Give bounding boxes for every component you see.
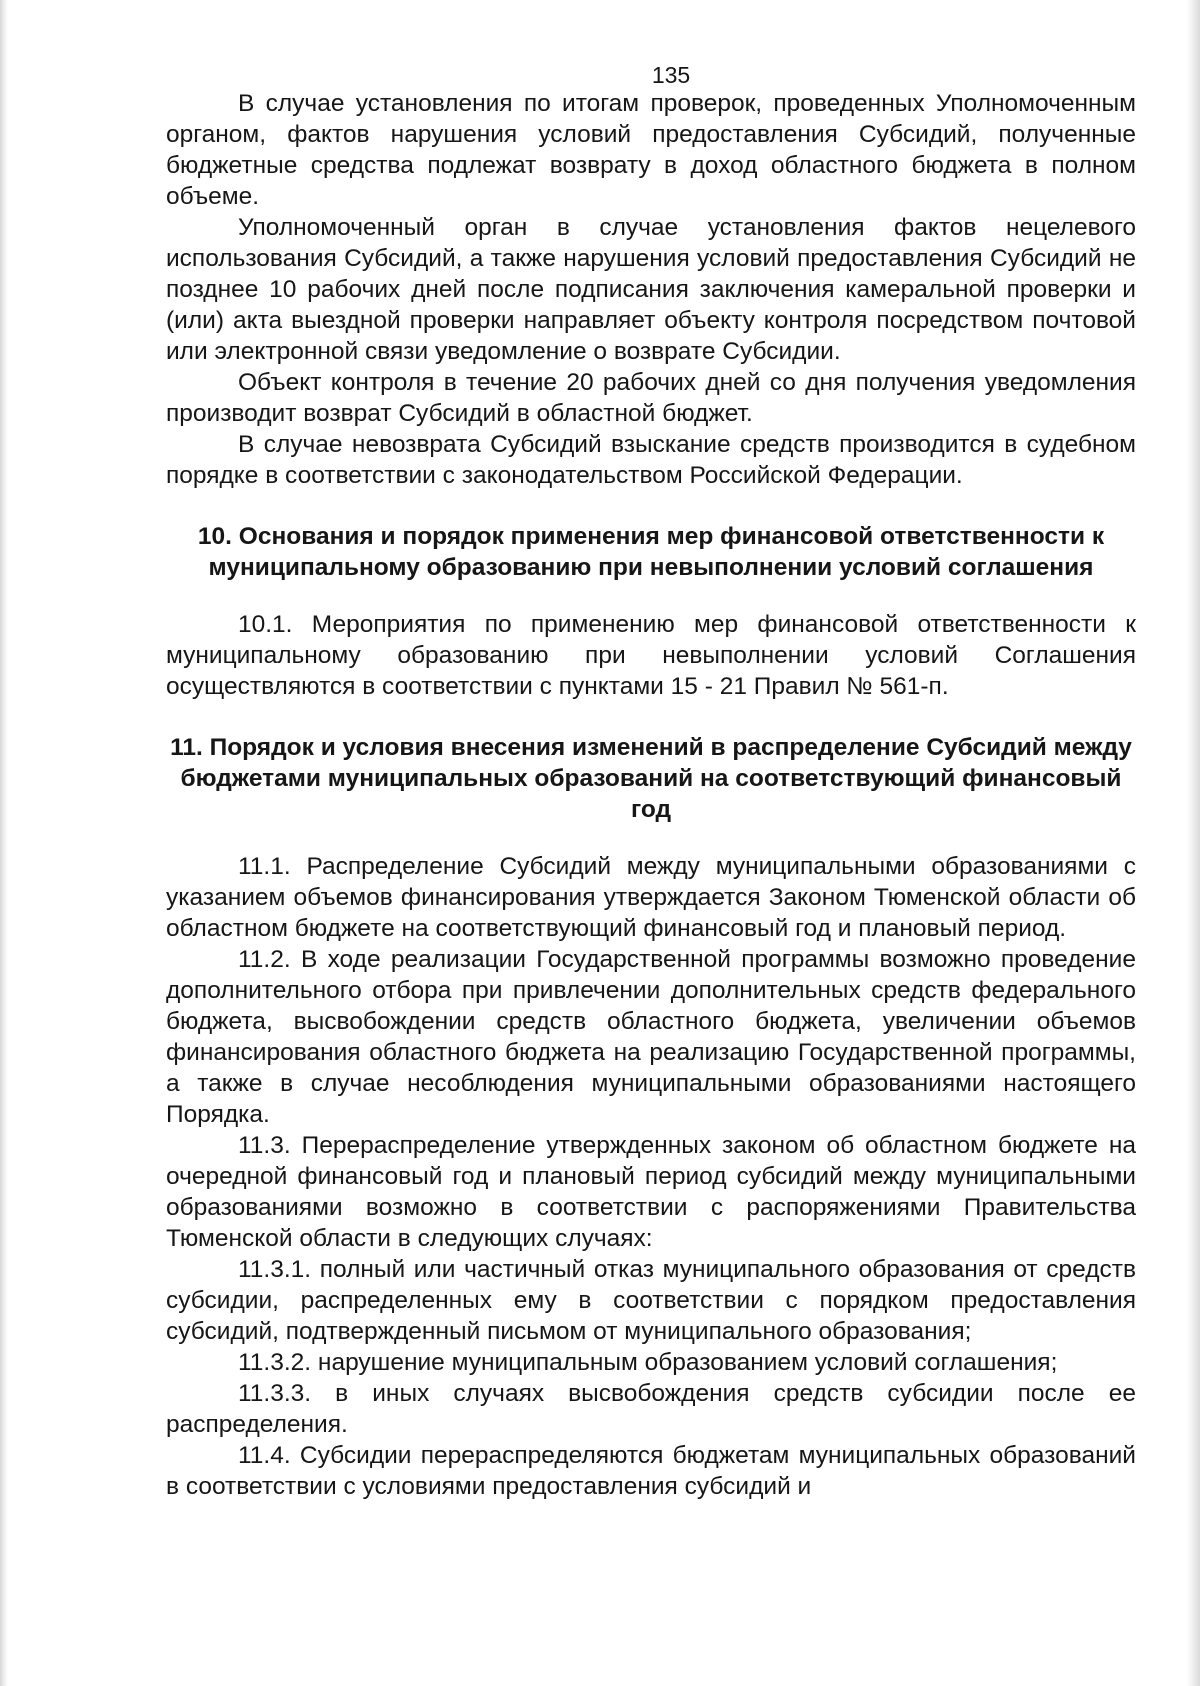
paragraph-control-object-return: Объект контроля в течение 20 рабочих дней со дня получения уведомления производит возврат Субсидий в областной бюджет. (166, 369, 1136, 427)
paragraph-11-2: 11.2. В ходе реализации Государственной программы возможно проведение дополнительного отбора при привлечении дополнительных средств федерального бюджета, высвобождении средств областного бюджета, увеличении объемов финансирования областного бюджета на реализацию Государственной программы, а также в случае несоблюдения муниципальными образованиями настоящего Порядка. (166, 946, 1136, 1128)
paragraph-11-1: 11.1. Распределение Субсидий между муниципальными образованиями с указанием объемов финансирования утверждается Законом Тюменской области об областном бюджете на соответствующий финансовый год и плановый период. (166, 853, 1136, 942)
page-number: 135 (651, 62, 691, 88)
paragraph-11-3: 11.3. Перераспределение утвержденных законом об областном бюджете на очередной финансовый год и плановый период субсидий между муниципальными образованиями возможно в соответствии с распоряжениями Правительства Тюменской области в следующих случаях: (166, 1132, 1136, 1252)
paragraph-notification: Уполномоченный орган в случае установления фактов нецелевого использования Субсидий, а также нарушения условий предоставления Субсидий не позднее 10 рабочих дней после подписания заключения камеральной проверки и (или) акта выездной проверки направляет объекту контроля посредством почтовой или электронной связи уведомление о возврате Субсидии. (166, 214, 1136, 365)
paragraph-11-4: 11.4. Субсидии перераспределяются бюджетам муниципальных образований в соответствии с условиями предоставления субсидий и (166, 1442, 1136, 1500)
paragraph-11-3-3: 11.3.3. в иных случаях высвобождения средств субсидии после ее распределения. (166, 1380, 1136, 1438)
document-page (166, 62, 1136, 1502)
paragraph-11-3-1: 11.3.1. полный или частичный отказ муниципального образования от средств субсидии, распределенных ему в соответствии с порядком предоставления субсидий, подтвержденный письмом от муниципального образования; (166, 1256, 1136, 1345)
section-10-title: 10. Основания и порядок применения мер финансовой ответственности к муниципальному образованию при невыполнении условий соглашения (197, 523, 1105, 581)
paragraph-refund: В случае установления по итогам проверок, проведенных Уполномоченным органом, фактов нарушения условий предоставления Субсидий, полученные бюджетные средства подлежат возврату в доход областного бюджета в полном объеме. (166, 90, 1136, 210)
scan-edge-left (0, 0, 8, 1686)
paragraph-11-3-2: 11.3.2. нарушение муниципальным образованием условий соглашения; (238, 1349, 1058, 1376)
paragraph-10-1: 10.1. Мероприятия по применению мер финансовой ответственности к муниципальному образованию при невыполнении условий Соглашения осуществляются в соответствии с пунктами 15 - 21 Правил № 561-п. (166, 611, 1136, 700)
section-11-title: 11. Порядок и условия внесения изменений в распределение Субсидий между бюджетами муниципальных образований на соответствующий финансовый год (170, 734, 1132, 823)
paragraph-court-recovery: В случае невозврата Субсидий взыскание средств производится в судебном порядке в соответствии с законодательством Российской Федерации. (166, 431, 1136, 489)
scan-edge-right (1186, 0, 1200, 1686)
